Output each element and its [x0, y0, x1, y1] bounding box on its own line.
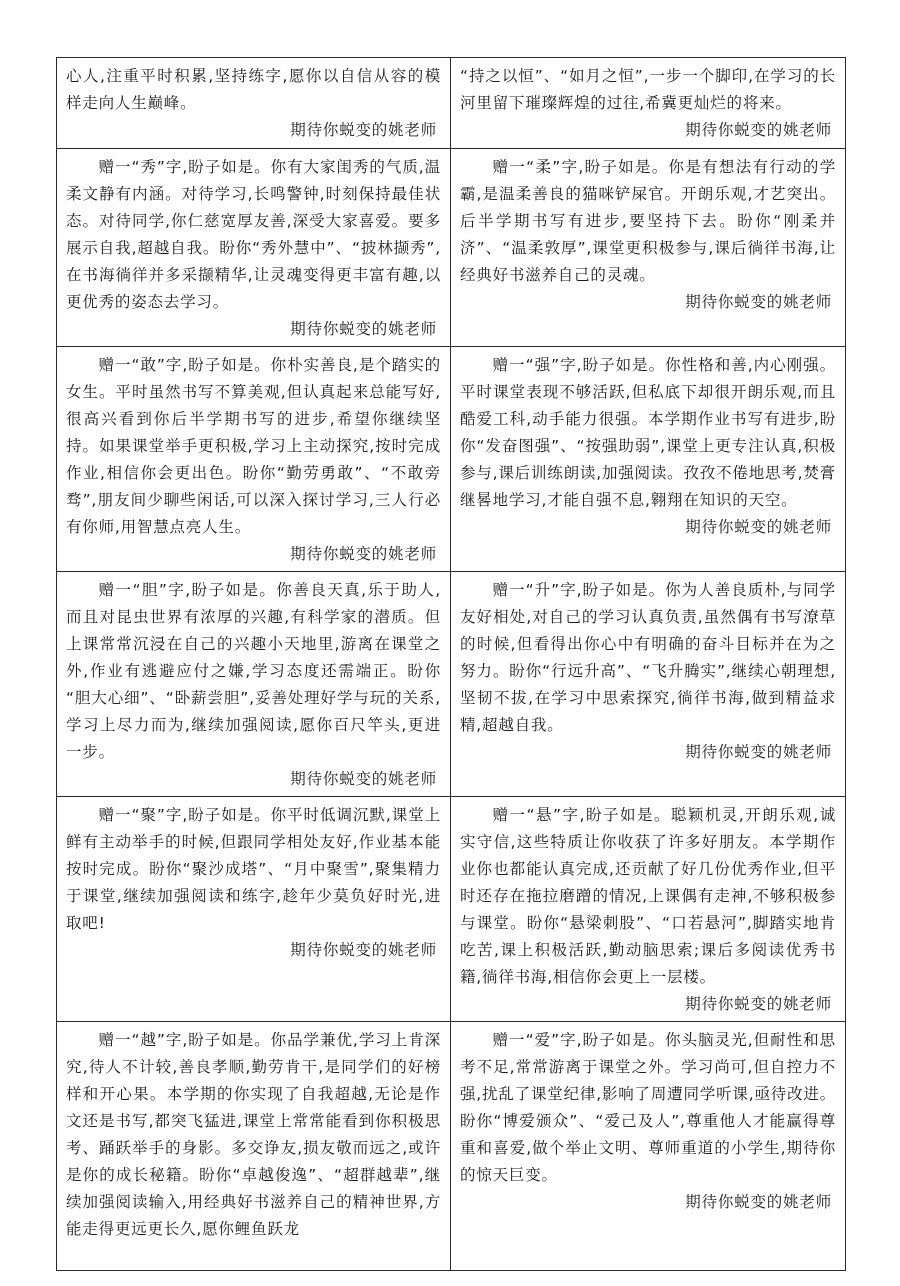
message-cell — [451, 1022, 845, 1270]
message-cell — [57, 572, 451, 796]
table-row — [57, 571, 845, 796]
message-text: 心人,注重平时积累,坚持练字,愿你以自信从容的模样走向人生巅峰。 — [66, 67, 441, 112]
message-cell — [451, 347, 845, 571]
table-row — [57, 1021, 845, 1270]
message-text: 赠一“秀”字,盼子如是。你有大家闺秀的气质,温柔文静有内涵。对待学习,长鸣警钟,时刻保持最佳状态。对待同学,你仁慈宽厚友善,深受大家喜爱。要多展示自我,超越自我。盼你“秀外慧中”、“披林撷秀”,在书海徜徉并多采撷精华,让灵魂变得更丰富有趣,以更优秀的姿态去学习。 — [66, 158, 441, 311]
table-row — [57, 58, 845, 148]
table-row — [57, 148, 845, 346]
signature-line: 期待你蜕变的姚老师 — [290, 770, 437, 788]
message-text: 赠一“柔”字,盼子如是。你是有想法有行动的学霸,是温柔善良的猫咪铲屎官。开朗乐观,才艺突出。后半学期书写有进步,要坚持下去。盼你“刚柔并济”、“温柔敦厚”,课堂更积极参与,课后徜徉书海,让经典好书滋养自己的灵魂。 — [460, 158, 836, 284]
table-row — [57, 796, 845, 1021]
message-cell — [57, 1022, 451, 1270]
signature-line: 期待你蜕变的姚老师 — [685, 743, 832, 761]
message-text: 赠一“强”字,盼子如是。你性格和善,内心刚强。平时课堂表现不够活跃,但私底下却很开朗乐观,而且酷爱工科,动手能力很强。本学期作业书写有进步,盼你“发奋图强”、“按强助弱”,课堂上更专注认真,积极参与,课后训练朗读,加强阅读。孜孜不倦地思考,焚膏继晷地学习,才能自强不息,翱翔在知识的天空。 — [460, 356, 836, 509]
table-row — [57, 346, 845, 571]
message-cell — [451, 572, 845, 796]
message-text: 赠一“聚”字,盼子如是。你平时低调沉默,课堂上鲜有主动举手的时候,但跟同学相处友好,作业基本能按时完成。盼你“聚沙成塔”、“月中聚雪”,聚集精力于课堂,继续加强阅读和练字,趁年少莫负好时光,进取吧! — [66, 806, 441, 932]
message-cell — [57, 149, 451, 346]
message-cell — [57, 58, 451, 148]
message-text: 赠一“升”字,盼子如是。你为人善良质朴,与同学友好相处,对自己的学习认真负责,虽然偶有书写潦草的时候,但看得出你心中有明确的奋斗目标并在为之努力。盼你“行远升高”、“飞升腾实”,继续心朝理想,坚韧不拔,在学习中思索探究,徜徉书海,做到精益求精,超越自我。 — [460, 581, 836, 734]
message-cell — [451, 797, 845, 1021]
message-text: 赠一“胆”字,盼子如是。你善良天真,乐于助人,而且对昆虫世界有浓厚的兴趣,有科学家的潜质。但上课常常沉浸在自己的兴趣小天地里,游离在课堂之外,作业有逃避应付之嫌,学习态度还需端正。盼你“胆大心细”、“卧薪尝胆”,妥善处理好学与玩的关系,学习上尽力而为,继续加强阅读,愿你百尺竿头,更进一步。 — [66, 581, 441, 761]
signature-line: 期待你蜕变的姚老师 — [685, 1193, 832, 1211]
comments-table — [56, 57, 846, 1271]
signature-line: 期待你蜕变的姚老师 — [290, 121, 437, 139]
message-text: 赠一“悬”字,盼子如是。聪颖机灵,开朗乐观,诚实守信,这些特质让你收获了许多好朋友。本学期作业你也都能认真完成,还贡献了好几份优秀作业,但平时还存在拖拉磨蹭的情况,上课偶有走神,不够积极参与课堂。盼你“悬梁刺股”、“口若悬河”,脚踏实地肯吃苦,课上积极活跃,勤动脑思索;课后多阅读优秀书籍,徜徉书海,相信你会更上一层楼。 — [460, 806, 836, 986]
signature-line: 期待你蜕变的姚老师 — [290, 545, 437, 563]
message-cell — [451, 149, 845, 346]
signature-line: 期待你蜕变的姚老师 — [685, 293, 832, 311]
message-text: 赠一“敢”字,盼子如是。你朴实善良,是个踏实的女生。平时虽然书写不算美观,但认真起来总能写好,很高兴看到你后半学期书写的进步,希望你继续坚持。如果课堂举手更积极,学习上主动探究,按时完成作业,相信你会更出色。盼你“勤劳勇敢”、“不敢旁骛”,朋友间少聊些闲话,可以深入探讨学习,三人行必有你师,用智慧点亮人生。 — [66, 356, 441, 536]
message-cell — [57, 797, 451, 1021]
signature-line: 期待你蜕变的姚老师 — [290, 320, 437, 338]
signature-line: 期待你蜕变的姚老师 — [290, 941, 437, 959]
signature-line: 期待你蜕变的姚老师 — [685, 518, 832, 536]
message-text: 赠一“爱”字,盼子如是。你头脑灵光,但耐性和思考不足,常常游离于课堂之外。学习尚可,但自控力不强,扰乱了课堂纪律,影响了周遭同学听课,亟待改进。盼你“博爱颁众”、“爱己及人”,尊重他人才能赢得尊重和喜爱,做个举止文明、尊师重道的小学生,期待你的惊天巨变。 — [460, 1031, 836, 1184]
message-text: “持之以恒”、“如月之恒”,一步一个脚印,在学习的长河里留下璀璨辉煌的过往,希冀更灿烂的将来。 — [460, 67, 836, 112]
message-text: 赠一“越”字,盼子如是。你品学兼优,学习上肯深究,待人不计较,善良孝顺,勤劳肯干,是同学们的好榜样和开心果。本学期的你实现了自我超越,无论是作文还是书写,都突飞猛进,课堂上常常能看到你积极思考、踊跃举手的身影。多交诤友,损友敬而远之,或许是你的成长秘籍。盼你“卓越俊逸”、“超群越辈”,继续加强阅读输入,用经典好书滋养自己的精神世界,方能走得更远更长久,愿你鲤鱼跃龙 — [66, 1031, 441, 1238]
message-cell — [451, 58, 845, 148]
message-cell — [57, 347, 451, 571]
signature-line: 期待你蜕变的姚老师 — [685, 121, 832, 139]
signature-line: 期待你蜕变的姚老师 — [685, 995, 832, 1013]
